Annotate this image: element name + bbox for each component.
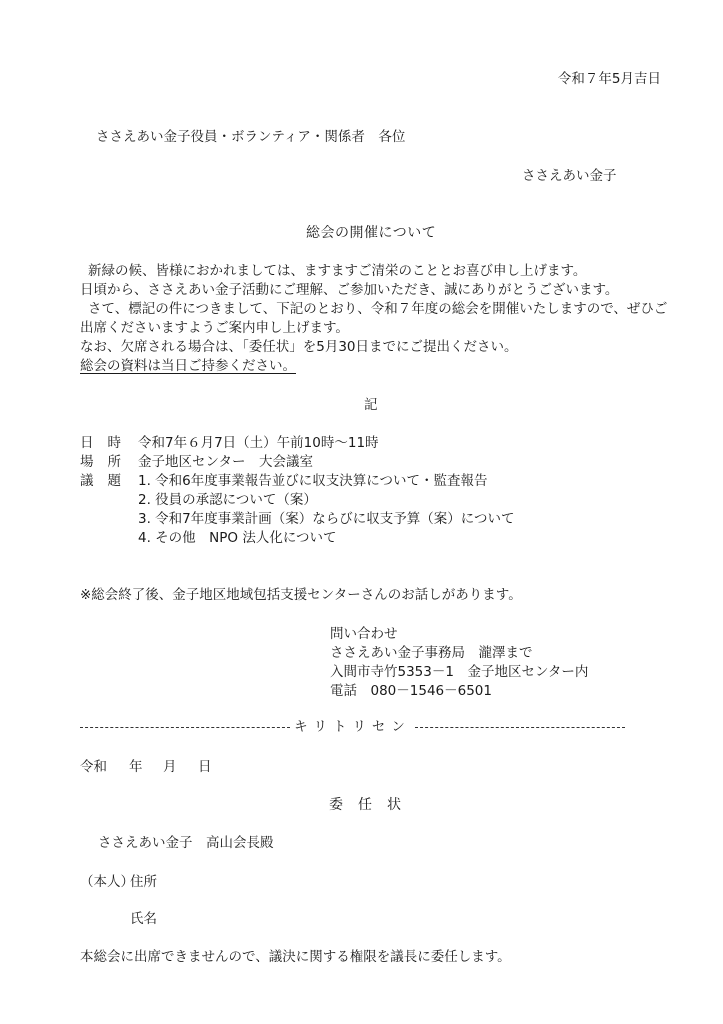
proxy-title: 委 任 状 [329,797,402,813]
name-label: 氏名 [130,911,157,927]
cut-line-dash-right [415,727,625,728]
body-line-6: 総会の資料は当日ご持参ください。 [80,358,296,374]
place-value: 金子地区センター 大会議室 [138,454,313,470]
issue-date: 令和７年5月吉日 [557,71,661,87]
contact-office: ささえあい金子事務局 瀧澤まで [330,645,533,661]
sender-name: ささえあい金子 [522,168,617,184]
post-meeting-note: ※総会終了後、金子地区地域包括支援センターさんのお話しがあります。 [80,587,522,603]
ki-mark: 記 [364,397,378,413]
agenda-item-2: 2. 役員の承認について（案） [138,492,317,508]
agenda-label: 議題 [80,473,135,489]
contact-address: 入間市寺竹5353－1 金子地区センター内 [330,664,589,680]
contact-phone: 電話 080－1546－6501 [330,683,492,699]
address-label: 住所 [130,874,157,890]
agenda-item-4: 4. その他 NPO 法人化について [138,530,337,546]
body-line-4: 出席くださいますようご案内申し上げます。 [80,320,349,336]
body-line-1: 新緑の候、皆様におかれましては、ますますご清栄のこととお喜び申し上げます。 [88,263,587,279]
form-date-day: 日 [198,759,212,775]
notice-title: 総会の開催について [306,225,437,241]
date-label: 日時 [80,435,135,451]
cut-line-label: キリトリセン [294,719,411,735]
form-date-month: 月 [163,759,177,775]
cut-line-dash-left [80,727,290,728]
proxy-statement: 本総会に出席できませんので、議決に関する権限を議長に委任します。 [80,949,511,965]
agenda-item-1: 1. 令和6年度事業報告並びに収支決算について・監査報告 [138,473,488,489]
contact-heading: 問い合わせ [330,626,398,642]
form-date-era: 令和 [80,759,107,775]
date-value: 令和7年６月7日（土）午前10時～11時 [138,435,379,451]
body-line-2: 日頃から、ささえあい金子活動にご理解、ご参加いただき、誠にありがとうございます。 [80,282,619,298]
principal-label: （本人） [80,874,134,890]
body-line-5: なお、欠席される場合は、「委任状」を5月30日までにご提出ください。 [80,339,518,355]
proxy-addressee: ささえあい金子 高山会長殿 [98,835,274,851]
cut-line [80,718,625,736]
agenda-item-3: 3. 令和7年度事業計画（案）ならびに収支予算（案）について [138,511,515,527]
recipient-line: ささえあい金子役員・ボランティア・関係者 各位 [96,129,406,145]
form-date-year: 年 [129,759,143,775]
body-line-3: さて、標記の件につきまして、下記のとおり、令和７年度の総会を開催いたしますので、ぜひご [88,301,668,317]
place-label: 場所 [80,454,135,470]
